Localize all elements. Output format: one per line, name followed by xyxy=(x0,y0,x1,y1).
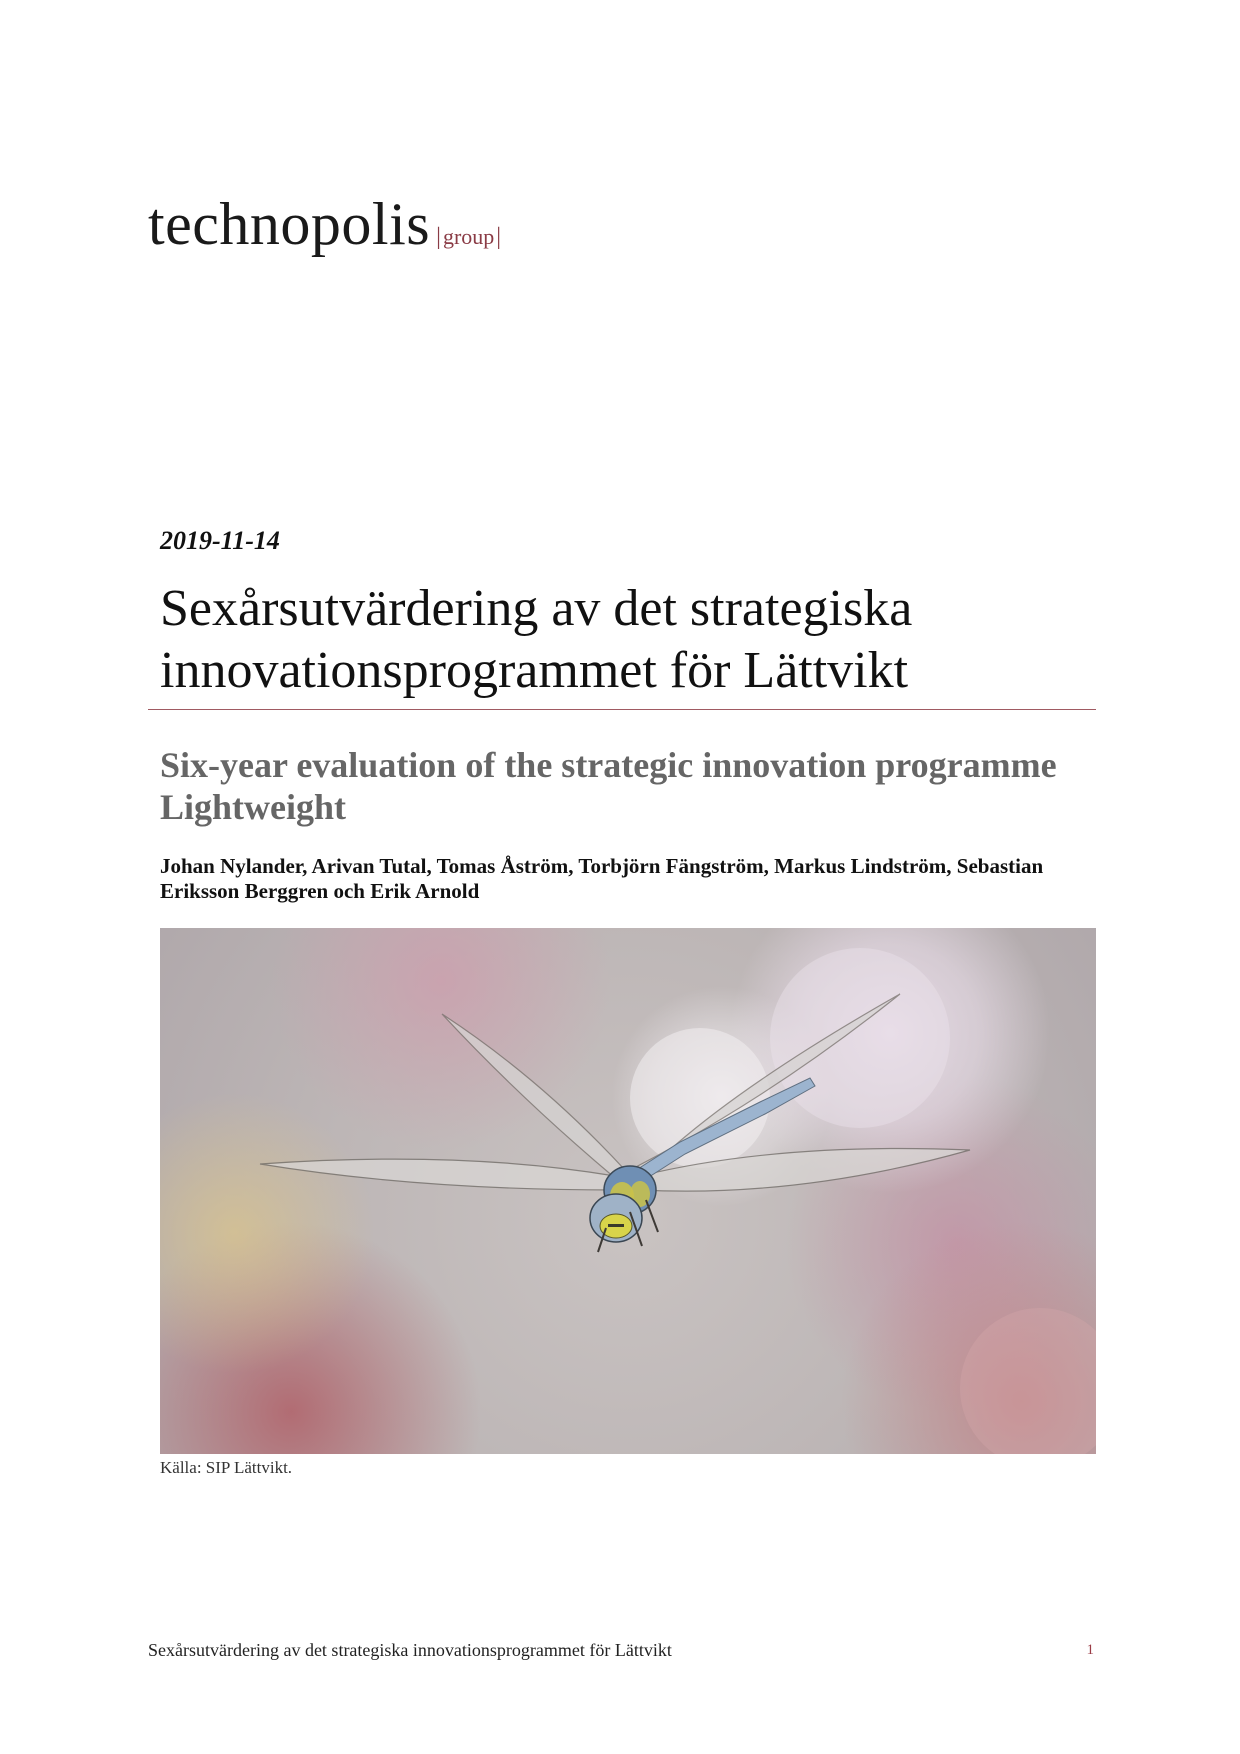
logo-group-label: group xyxy=(442,224,495,249)
bokeh-circle xyxy=(960,1308,1096,1454)
logo-group-mark: |group| xyxy=(436,224,502,250)
document-date: 2019-11-14 xyxy=(160,526,280,555)
page-number: 1 xyxy=(1086,1642,1094,1658)
author-list: Johan Nylander, Arivan Tutal, Tomas Åström, Torbjörn Fängström, Markus Lindström, Sebastian Eriksson Berggren och Erik Arnold xyxy=(160,854,1044,903)
document-title xyxy=(160,578,1100,702)
cover-photo xyxy=(160,928,1096,1454)
bokeh-circle xyxy=(770,948,950,1128)
dragonfly-illustration xyxy=(160,928,1096,1454)
document-subtitle: Six-year evaluation of the strategic innovation programme Lightweight xyxy=(160,745,1057,827)
logo-wordmark: technopolis xyxy=(148,191,431,257)
figure-caption: Källa: SIP Lättvikt. xyxy=(160,1458,293,1477)
technopolis-logo xyxy=(148,191,503,257)
title-line-2: innovationsprogrammet för Lättvikt xyxy=(160,642,909,699)
footer-running-title: Sexårsutvärdering av det strategiska innovationsprogrammet för Lättvikt xyxy=(148,1640,672,1660)
title-divider xyxy=(148,709,1096,710)
title-line-1: Sexårsutvärdering av det strategiska xyxy=(160,580,913,637)
